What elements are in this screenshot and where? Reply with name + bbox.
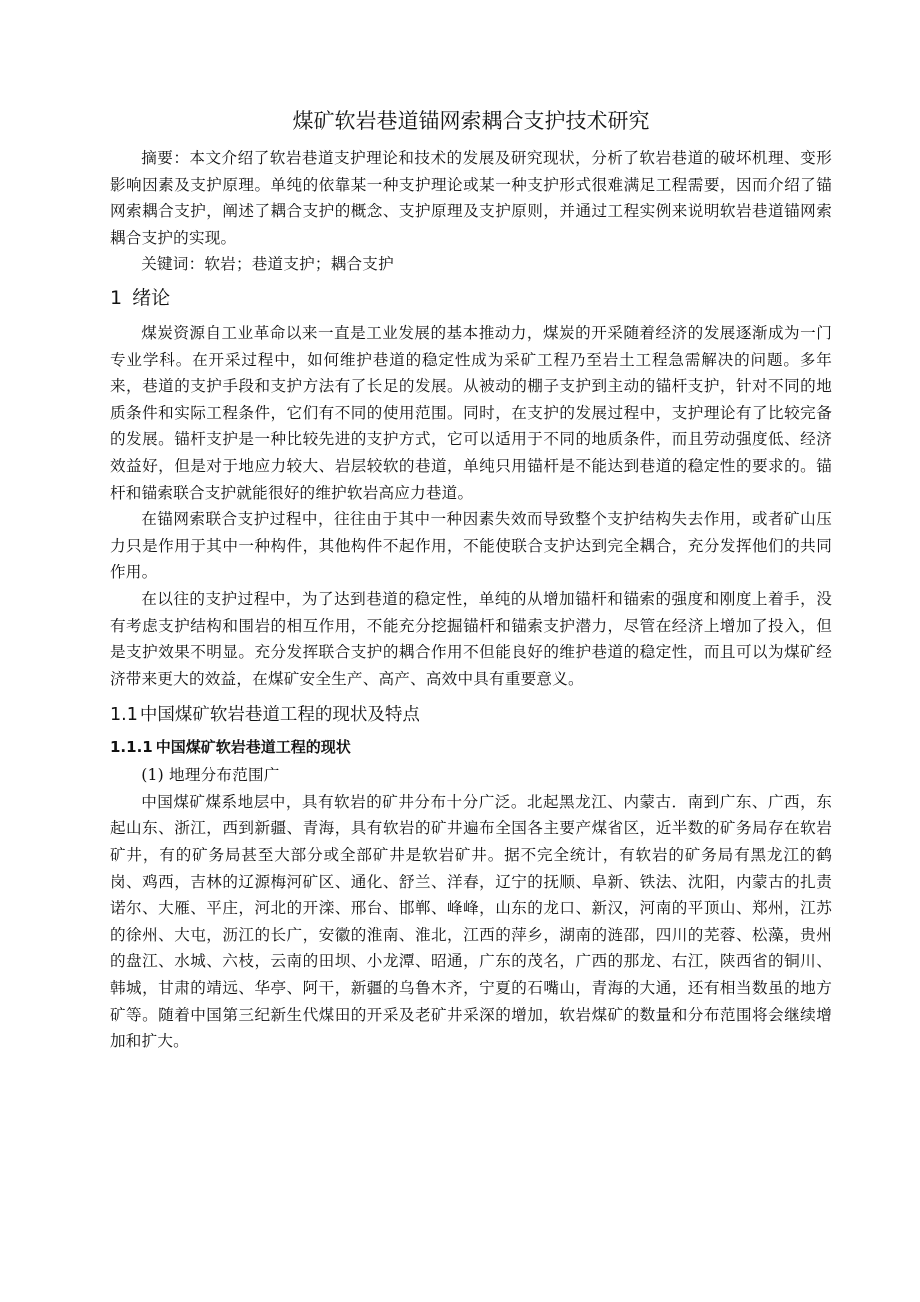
section-title: 中国煤矿软岩巷道工程的现状及特点 xyxy=(139,705,420,726)
document-body xyxy=(110,106,832,1055)
section-title: 绪论 xyxy=(132,286,171,309)
abstract-paragraph: 摘要：本文介绍了软岩巷道支护理论和技术的发展及研究现状，分析了软岩巷道的破坏机理、变形影响因素及支护原理。单纯的依靠某一种支护理论或某一种支护形式很难满足工程需要，因而介绍了锚网索耦合支护，阐述了耦合支护的概念、支护原理及支护原则，并通过工程实例来说明软岩巷道锚网索耦合支护的实现。 xyxy=(110,149,832,247)
list-item-label: (1) 地理分布范围广 xyxy=(141,766,280,785)
body-paragraph: 在锚网索联合支护过程中，往往由于其中一种因素失效而导致整个支护结构失去作用，或者矿山压力只是作用于其中一种构件，其他构件不起作用，不能使联合支护达到完全耦合，充分发挥他们的共同作用。 xyxy=(110,510,832,582)
body-paragraph: 煤炭资源自工业革命以来一直是工业发展的基本推动力，煤炭的开采随着经济的发展逐渐成为一门专业学科。在开采过程中，如何维护巷道的稳定性成为采矿工程乃至岩土工程急需解决的问题。多年来，巷道的支护手段和支护方法有了长足的发展。从被动的棚子支护到主动的锚杆支护，针对不同的地质条件和实际工程条件，它们有不同的使用范围。同时，在支护的发展过程中，支护理论有了比较完备的发展。锚杆支护是一种比较先进的支护方式，它可以适用于不同的地质条件，而且劳动强度低、经济效益好，但是对于地应力较大、岩层较软的巷道，单纯只用锚杆是不能达到巷道的稳定性的要求的。锚杆和锚索联合支护就能很好的维护软岩高应力巷道。 xyxy=(110,323,832,502)
section-number: 1.1.1 xyxy=(110,738,153,757)
section-heading-1 xyxy=(110,282,832,314)
keywords-line: 关键词：软岩；巷道支护；耦合支护 xyxy=(141,255,394,274)
body-paragraph: 中国煤矿煤系地层中，具有软岩的矿井分布十分广泛。北起黑龙江、内蒙古．南到广东、广西，东起山东、浙江，西到新疆、青海，具有软岩的矿井遍布全国各主要产煤省区，近半数的矿务局存在软岩矿井，有的矿务局甚至大部分或全部矿井是软岩矿井。据不完全统计，有软岩的矿务局有黑龙江的鹤岗、鸡西，吉林的辽源梅河矿区、通化、舒兰、洋春，辽宁的抚顺、阜新、铁法、沈阳，内蒙古的扎责诺尔、大雁、平庄，河北的开滦、邢台、邯郸、峰峰，山东的龙口、新汉，河南的平顶山、郑州，江苏的徐州、大屯，沥江的长广，安徽的淮南、淮北，江西的萍乡，湖南的涟邵，四川的芜蓉、松藻，贵州的盘江、水城、六枝，云南的田坝、小龙潭、昭通，广东的茂名，广西的那龙、右江，陕西省的铜川、韩城，甘肃的靖远、华亭、阿干，新疆的乌鲁木齐，宁夏的石嘴山，青海的大通，还有相当数虽的地方矿等。随着中国第三纪新生代煤田的开采及老矿井采深的增加，软岩煤矿的数量和分布范围将会继续增加和扩大。 xyxy=(110,792,832,1051)
section-heading-1-1-1 xyxy=(110,734,832,760)
section-title: 中国煤矿软岩巷道工程的现状 xyxy=(155,738,351,757)
document-title: 煤矿软岩巷道锚网索耦合支护技术研究 xyxy=(292,109,650,133)
body-paragraph: 在以往的支护过程中，为了达到巷道的稳定性，单纯的从增加锚杆和锚索的强度和刚度上着手，没有考虑支护结构和围岩的相互作用，不能充分挖掘锚杆和锚索支护潜力，尽管在经济上增加了投入，但是支护效果不明显。充分发挥联合支护的耦合作用不但能良好的维护巷道的稳定性，而且可以为煤矿经济带来更大的效益，在煤矿安全生产、高产、高效中具有重要意义。 xyxy=(110,589,832,688)
section-number: 1.1 xyxy=(110,705,138,726)
section-heading-1-1 xyxy=(110,700,832,730)
section-number: 1 xyxy=(110,286,123,309)
